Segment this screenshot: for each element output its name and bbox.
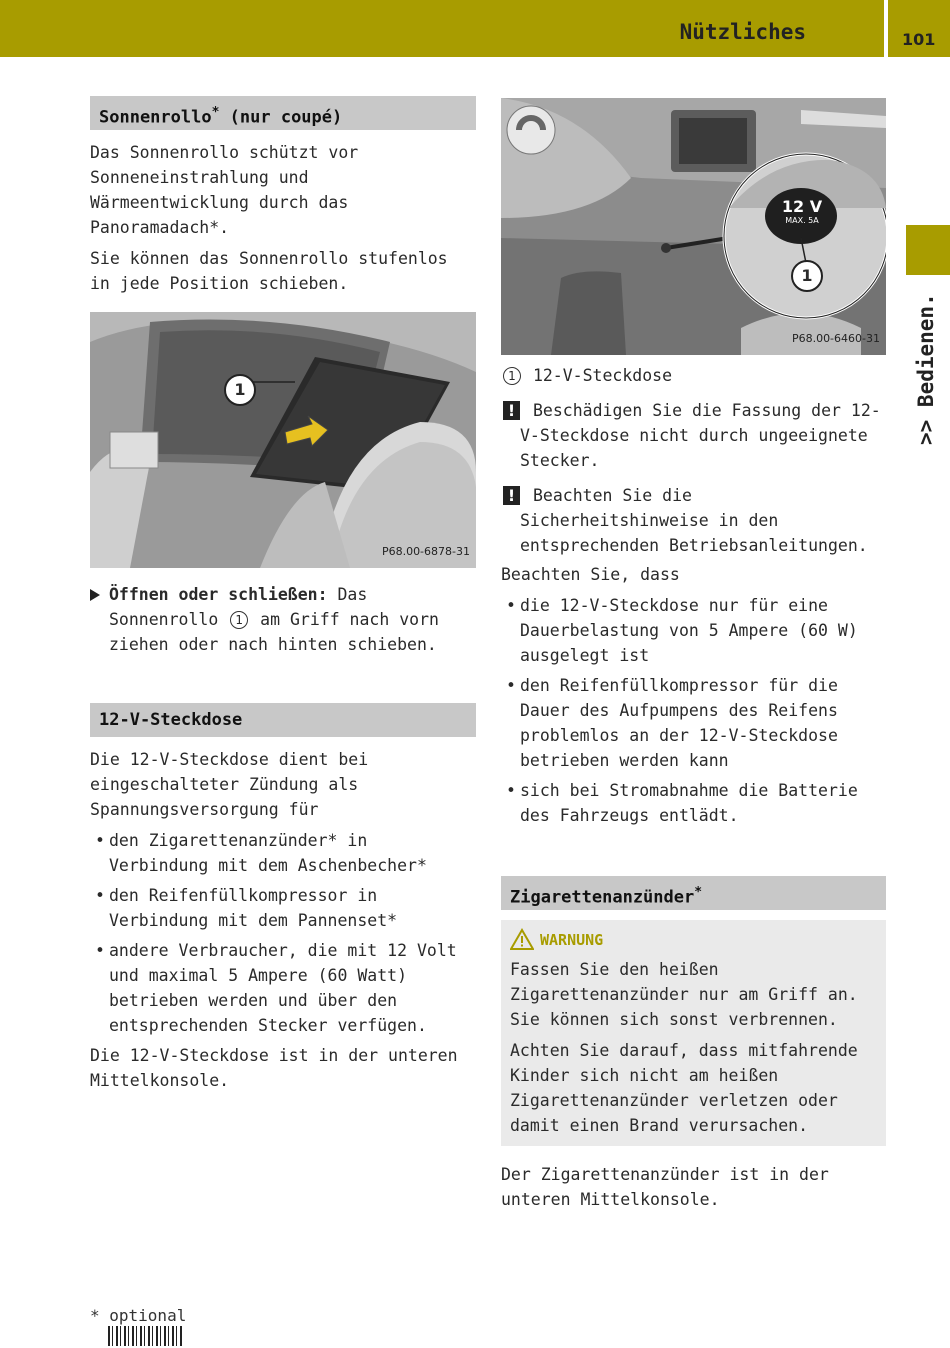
lighter-outro: Der Zigarettenanzünder ist in der unteren Mittelkonsole. bbox=[501, 1165, 829, 1209]
step-label: Öffnen oder schließen: bbox=[109, 585, 328, 604]
attention-bullet-list bbox=[501, 593, 886, 828]
list-item: • sich bei Stromabnahme die Batterie des Fahrzeugs entlädt. bbox=[501, 778, 886, 828]
list-item: • den Zigarettenanzünder* in Verbindung mit dem Aschenbecher* bbox=[90, 828, 476, 878]
left-column bbox=[90, 96, 476, 1099]
callout-1-icon: 1 bbox=[503, 367, 521, 385]
attention-line: Beachten Sie, dass bbox=[501, 565, 680, 584]
footer-note: * optional bbox=[90, 1306, 187, 1325]
socket-outro: Die 12-V-Steckdose ist in der unteren Mittelkonsole. bbox=[90, 1046, 458, 1090]
list-item: • den Reifenfüllkompressor in Verbindung mit dem Pannenset* bbox=[90, 883, 476, 933]
socket-heading: 12-V-Steckdose bbox=[90, 703, 476, 737]
socket-illustration bbox=[501, 98, 886, 355]
sunroof-para-1: Das Sonnenrollo schützt vor Sonneneinstrahlung und Wärmeentwicklung durch das Panoramadach*. bbox=[90, 143, 359, 237]
sunroof-figure-code: P68.00-6878-31 bbox=[381, 545, 470, 558]
page-number: 101 bbox=[902, 30, 936, 49]
socket-figure bbox=[501, 98, 886, 355]
socket-callout-1: 1 bbox=[791, 260, 823, 292]
list-item: • den Reifenfüllkompressor für die Dauer des Aufpumpens des Reifens problemlos an der 12-V-Steckdose betrieben werden kann bbox=[501, 673, 886, 773]
note-safety: ! Beachten Sie die Sicherheitshinweise in den entsprechenden Betriebsanleitungen. bbox=[501, 483, 886, 558]
sunroof-illustration bbox=[90, 312, 476, 568]
socket-intro: Die 12-V-Steckdose dient bei eingeschalteter Zündung als Spannungsversorgung für bbox=[90, 750, 369, 819]
socket-label-main: 12 V bbox=[781, 197, 823, 216]
warning-para-1: Fassen Sie den heißen Zigarettenanzünder nur am Griff an. Sie können sich sonst verbrennen. bbox=[510, 960, 858, 1029]
list-item: • die 12-V-Steckdose nur für eine Dauerbelastung von 5 Ampere (60 W) ausgelegt ist bbox=[501, 593, 886, 668]
barcode-icon bbox=[108, 1326, 184, 1346]
side-tab-marker bbox=[906, 225, 950, 275]
lighter-heading: Zigarettenanzünder* bbox=[501, 876, 886, 910]
warning-para-2: Achten Sie darauf, dass mitfahrende Kinder sich nicht am heißen Zigarettenanzünder verletzen oder damit einen Brand verursachen. bbox=[510, 1041, 858, 1135]
right-column bbox=[501, 96, 886, 1218]
socket-bullet-list bbox=[90, 828, 476, 1038]
list-item: • andere Verbraucher, die mit 12 Volt und maximal 5 Ampere (60 Watt) betrieben werden und über den entsprechenden Stecker verfügen. bbox=[90, 938, 476, 1038]
sunroof-callout-1: 1 bbox=[224, 374, 256, 406]
note-damage: ! Beschädigen Sie die Fassung der 12-V-Steckdose nicht durch ungeeignete Stecker. bbox=[501, 398, 886, 473]
page-number-box bbox=[888, 0, 950, 57]
socket-label bbox=[771, 198, 833, 226]
callout-1-icon: 1 bbox=[230, 611, 248, 629]
socket-legend: 1 12-V-Steckdose bbox=[501, 363, 886, 388]
sunroof-para-2: Sie können das Sonnenrollo stufenlos in jede Position schieben. bbox=[90, 249, 448, 293]
header-bar bbox=[0, 0, 884, 57]
chapter-title: Nützliches bbox=[679, 20, 806, 44]
step-arrow-icon bbox=[90, 589, 100, 601]
warning-triangle-icon bbox=[510, 928, 534, 950]
warning-box bbox=[501, 920, 886, 1146]
exclamation-icon: ! bbox=[503, 401, 520, 420]
socket-figure-code: P68.00-6460-31 bbox=[791, 332, 880, 345]
side-label bbox=[910, 290, 944, 450]
sunroof-step: Öffnen oder schließen: Das Sonnenrollo 1 am Griff nach vorn ziehen oder nach hinten schieben. bbox=[90, 582, 476, 657]
sunroof-figure bbox=[90, 312, 476, 568]
socket-label-sub: MAX. 5A bbox=[785, 216, 819, 225]
side-label-text: >> Bedienen. bbox=[914, 293, 938, 445]
warning-title: WARNUNG bbox=[510, 928, 877, 953]
sunroof-heading: Sonnenrollo* (nur coupé) bbox=[90, 96, 476, 130]
exclamation-icon: ! bbox=[503, 486, 520, 505]
